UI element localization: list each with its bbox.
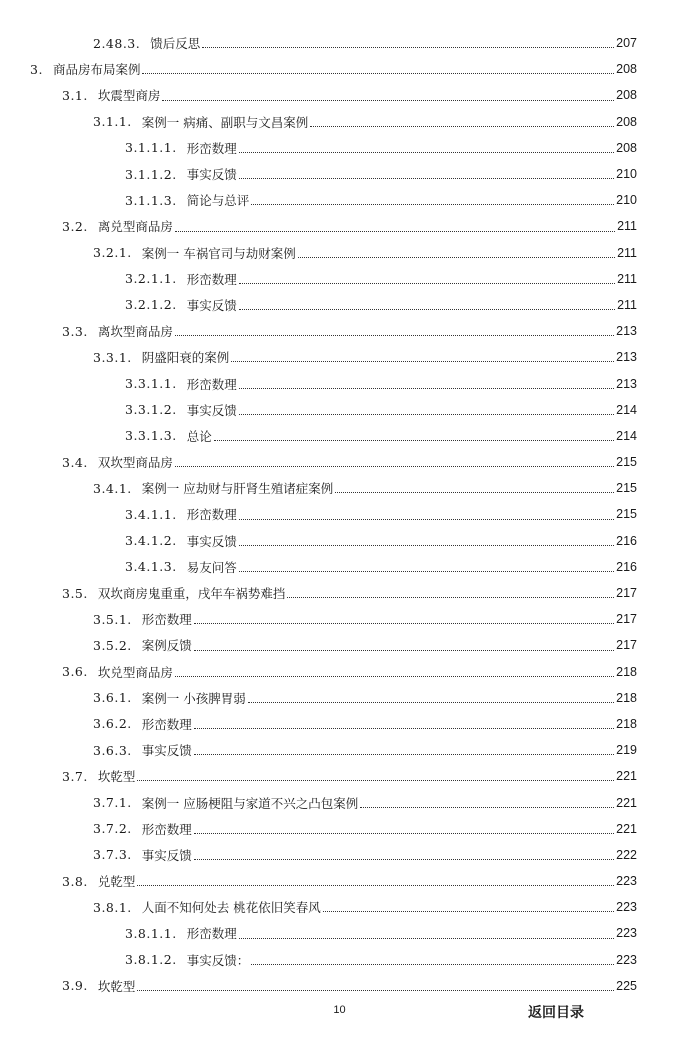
toc-entry-page: 213: [616, 324, 637, 339]
toc-entry-page: 213: [616, 350, 637, 365]
toc-dot-leader: [360, 807, 614, 808]
toc-entry-number: 3.8.1.2.: [125, 952, 177, 968]
toc-entry-title: 事实反馈: [141, 847, 192, 863]
toc-entry-number: 3.8.: [62, 873, 88, 889]
toc-entry-page: 211: [617, 245, 637, 260]
toc-entry-title: 形峦数理: [186, 376, 237, 392]
toc-entry[interactable]: [0, 266, 679, 292]
toc-entry-title: 离坎型商品房: [97, 324, 173, 340]
toc-entry[interactable]: [0, 580, 679, 606]
toc-entry-number: 3.6.: [62, 664, 88, 680]
toc-entry[interactable]: [0, 973, 679, 999]
toc-entry-number: 3.1.: [62, 87, 88, 103]
toc-entry-title: 事实反馈：: [186, 952, 250, 968]
toc-entry-title: 案例一 应肠梗阻与家道不兴之凸包案例: [141, 795, 359, 811]
toc-entry[interactable]: [0, 737, 679, 763]
toc-dot-leader: [214, 440, 614, 441]
toc-entry-page: 225: [616, 978, 637, 993]
toc-entry[interactable]: [0, 397, 679, 423]
toc-entry-number: 3.7.: [62, 768, 88, 784]
toc-entry-page: 218: [616, 664, 637, 679]
toc-entry-page: 211: [617, 297, 637, 312]
toc-entry-page: 208: [616, 88, 637, 103]
toc-dot-leader: [239, 283, 615, 284]
toc-entry-page: 217: [616, 612, 637, 627]
toc-entry[interactable]: [0, 30, 679, 56]
toc-entry-number: 3.5.2.: [93, 637, 132, 653]
toc-entry[interactable]: [0, 842, 679, 868]
toc-entry-number: 3.4.: [62, 454, 88, 470]
toc-entry-title: 坎乾型: [97, 978, 136, 994]
toc-entry-number: 3.1.1.2.: [125, 166, 177, 182]
toc-entry-title: 形峦数理: [186, 140, 237, 156]
toc-entry-title: 事实反馈: [186, 533, 237, 549]
toc-dot-leader: [194, 623, 614, 624]
toc-dot-leader: [137, 885, 614, 886]
toc-entry-title: 离兑型商品房: [97, 219, 173, 235]
toc-entry[interactable]: [0, 423, 679, 449]
toc-entry-title: 形峦数理: [186, 271, 237, 287]
toc-dot-leader: [239, 545, 614, 546]
toc-entry-title: 案例一 车祸官司与劫财案例: [141, 245, 296, 261]
toc-entry-title: 易友问答: [186, 559, 237, 575]
toc-entry[interactable]: [0, 449, 679, 475]
back-to-contents-link[interactable]: 返回目录: [528, 1005, 584, 1021]
toc-dot-leader: [175, 676, 614, 677]
toc-entry-number: 3.3.1.1.: [125, 376, 177, 392]
toc-entry[interactable]: [0, 711, 679, 737]
toc-entry-number: 3.2.1.2.: [125, 297, 177, 313]
toc-entry-number: 3.8.1.: [93, 899, 132, 915]
toc-dot-leader: [175, 231, 615, 232]
toc-entry-title: 案例一 小孩脾胃弱: [141, 690, 246, 706]
toc-entry-title: 案例一 应劫财与肝肾生殖诸症案例: [141, 481, 334, 497]
toc-dot-leader: [335, 492, 614, 493]
toc-entry-title: 坎震型商房: [97, 88, 161, 104]
toc-dot-leader: [231, 361, 614, 362]
toc-dot-leader: [239, 414, 614, 415]
toc-entry[interactable]: [0, 528, 679, 554]
toc-entry-title: 事实反馈: [186, 297, 237, 313]
toc-dot-leader: [310, 126, 614, 127]
toc-entry-number: 3.6.2.: [93, 716, 132, 732]
toc-entry-number: 3.4.1.1.: [125, 506, 177, 522]
toc-dot-leader: [137, 990, 614, 991]
toc-entry-title: 坎兑型商品房: [97, 664, 173, 680]
toc-entry-page: 223: [616, 900, 637, 915]
toc-dot-leader: [239, 938, 614, 939]
toc-entry-number: 3.4.1.3.: [125, 559, 177, 575]
toc-entry-number: 3.4.1.: [93, 480, 132, 496]
toc-entry[interactable]: [0, 56, 679, 82]
toc-entry-title: 事实反馈: [186, 402, 237, 418]
toc-entry-title: 阴盛阳衰的案例: [141, 350, 230, 366]
page-number: 10: [333, 1004, 346, 1016]
toc-entry-page: 217: [616, 586, 637, 601]
toc-entry[interactable]: [0, 868, 679, 894]
toc-entry[interactable]: [0, 606, 679, 632]
toc-dot-leader: [194, 754, 614, 755]
toc-entry-title: 案例反馈: [141, 638, 192, 654]
toc-entry-page: 216: [616, 559, 637, 574]
toc-entry-page: 216: [616, 533, 637, 548]
toc-entry-page: 215: [616, 481, 637, 496]
toc-entry[interactable]: [0, 109, 679, 135]
toc-dot-leader: [202, 47, 614, 48]
toc-entry-title: 双坎型商品房: [97, 455, 173, 471]
toc-entry[interactable]: [0, 292, 679, 318]
toc-entry-page: 210: [616, 167, 637, 182]
toc-entry-title: 事实反馈: [141, 743, 192, 759]
toc-dot-leader: [251, 964, 614, 965]
toc-entry-page: 219: [616, 743, 637, 758]
toc-entry[interactable]: [0, 659, 679, 685]
toc-entry[interactable]: [0, 763, 679, 789]
toc-entry-page: 221: [616, 795, 637, 810]
toc-entry[interactable]: [0, 920, 679, 946]
toc-entry[interactable]: [0, 213, 679, 239]
toc-dot-leader: [239, 519, 614, 520]
toc-dot-leader: [248, 702, 614, 703]
toc-entry[interactable]: [0, 947, 679, 973]
toc-entry-number: 3.7.1.: [93, 795, 132, 811]
toc-entry-number: 3.3.1.: [93, 349, 132, 365]
toc-dot-leader: [239, 309, 615, 310]
toc-dot-leader: [239, 388, 614, 389]
toc-entry-title: 事实反馈: [186, 167, 237, 183]
toc-entry[interactable]: [0, 789, 679, 815]
toc-entry-page: 223: [616, 926, 637, 941]
toc-entry[interactable]: [0, 370, 679, 396]
toc-entry-title: 形峦数理: [141, 612, 192, 628]
table-of-contents: [0, 30, 679, 999]
toc-entry-title: 案例一 病痛、副职与文昌案例: [141, 114, 309, 130]
toc-entry[interactable]: [0, 894, 679, 920]
toc-entry-title: 双坎商房鬼重重，戌年车祸势难挡: [97, 586, 286, 602]
toc-entry-number: 3.1.1.1.: [125, 140, 177, 156]
toc-entry-title: 形峦数理: [141, 821, 192, 837]
toc-entry[interactable]: [0, 475, 679, 501]
toc-dot-leader: [194, 650, 614, 651]
toc-entry-number: 3.8.1.1.: [125, 925, 177, 941]
toc-entry-number: 3.2.1.: [93, 245, 132, 261]
toc-entry-page: 208: [616, 140, 637, 155]
toc-dot-leader: [194, 728, 614, 729]
toc-entry-number: 3.1.1.3.: [125, 192, 177, 208]
toc-dot-leader: [239, 571, 614, 572]
toc-entry-page: 221: [616, 769, 637, 784]
toc-entry-page: 210: [616, 193, 637, 208]
toc-entry[interactable]: [0, 240, 679, 266]
toc-entry-number: 3.5.: [62, 585, 88, 601]
toc-entry[interactable]: [0, 161, 679, 187]
toc-entry[interactable]: [0, 344, 679, 370]
toc-entry-number: 3.7.3.: [93, 847, 132, 863]
toc-entry[interactable]: [0, 82, 679, 108]
toc-entry-page: 208: [616, 62, 637, 77]
toc-entry[interactable]: [0, 318, 679, 344]
toc-entry[interactable]: [0, 632, 679, 658]
toc-entry-page: 211: [617, 271, 637, 286]
toc-entry-number: 2.48.3.: [93, 35, 141, 51]
toc-entry-title: 形峦数理: [141, 716, 192, 732]
toc-entry-page: 223: [616, 874, 637, 889]
toc-entry-page: 207: [616, 36, 637, 51]
toc-entry-page: 215: [616, 507, 637, 522]
toc-entry-page: 221: [616, 821, 637, 836]
toc-entry-number: 3.2.1.1.: [125, 271, 177, 287]
toc-dot-leader: [137, 780, 614, 781]
toc-entry-number: 3.2.: [62, 218, 88, 234]
toc-dot-leader: [194, 833, 614, 834]
toc-entry-number: 3.1.1.: [93, 114, 132, 130]
toc-entry-title: 形峦数理: [186, 926, 237, 942]
toc-entry-number: 3.3.1.2.: [125, 402, 177, 418]
toc-dot-leader: [194, 859, 614, 860]
toc-dot-leader: [175, 335, 614, 336]
toc-entry-page: 217: [616, 638, 637, 653]
toc-entry[interactable]: [0, 135, 679, 161]
toc-entry[interactable]: [0, 816, 679, 842]
toc-entry-title: 简论与总评: [186, 193, 250, 209]
toc-dot-leader: [287, 597, 614, 598]
toc-dot-leader: [323, 911, 614, 912]
toc-entry-number: 3.6.3.: [93, 742, 132, 758]
toc-entry-title: 人面不知何处去 桃花依旧笑春风: [141, 900, 321, 916]
toc-dot-leader: [239, 152, 614, 153]
toc-dot-leader: [251, 204, 614, 205]
toc-entry-page: 214: [616, 402, 637, 417]
toc-dot-leader: [239, 178, 614, 179]
toc-entry-page: 213: [616, 376, 637, 391]
toc-entry[interactable]: [0, 187, 679, 213]
toc-entry-page: 222: [616, 847, 637, 862]
toc-entry-page: 223: [616, 952, 637, 967]
toc-entry[interactable]: [0, 554, 679, 580]
toc-entry-title: 商品房布局案例: [52, 62, 141, 78]
toc-entry-number: 3.6.1.: [93, 690, 132, 706]
toc-entry-page: 208: [616, 114, 637, 129]
toc-entry-title: 馈后反思: [150, 36, 201, 52]
toc-entry-page: 215: [616, 455, 637, 470]
toc-entry-page: 214: [616, 428, 637, 443]
toc-dot-leader: [298, 257, 615, 258]
toc-entry-number: 3.: [30, 61, 43, 77]
toc-dot-leader: [162, 100, 614, 101]
toc-entry-title: 形峦数理: [186, 507, 237, 523]
toc-entry-number: 3.5.1.: [93, 611, 132, 627]
toc-dot-leader: [175, 466, 614, 467]
toc-entry-number: 3.4.1.2.: [125, 533, 177, 549]
toc-entry[interactable]: [0, 501, 679, 527]
toc-entry-title: 总论: [186, 428, 212, 444]
toc-entry-number: 3.9.: [62, 978, 88, 994]
toc-entry-page: 218: [616, 690, 637, 705]
toc-entry-page: 218: [616, 716, 637, 731]
toc-entry-number: 3.3.: [62, 323, 88, 339]
toc-dot-leader: [142, 73, 614, 74]
toc-entry-title: 坎乾型: [97, 769, 136, 785]
toc-entry-number: 3.7.2.: [93, 821, 132, 837]
toc-entry-title: 兑乾型: [97, 874, 136, 890]
toc-entry-page: 211: [617, 219, 637, 234]
toc-entry[interactable]: [0, 685, 679, 711]
toc-entry-number: 3.3.1.3.: [125, 428, 177, 444]
